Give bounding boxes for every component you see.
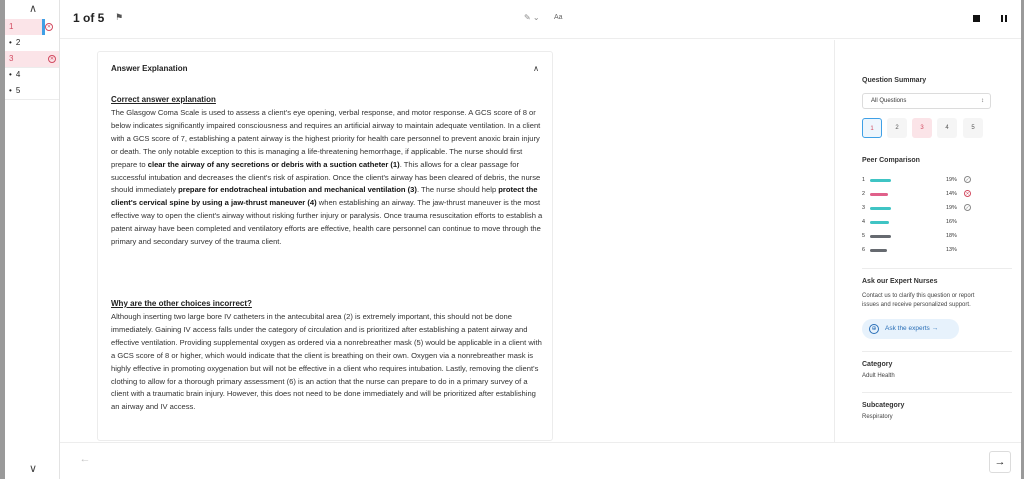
summary-question-2[interactable]: 2 [887,118,907,138]
peer-bar-track [870,235,940,238]
summary-question-5[interactable]: 5 [963,118,983,138]
nav-question-label: 2 [15,38,21,47]
pause-icon[interactable] [1001,15,1008,22]
font-size-button[interactable]: Aa [554,14,563,21]
nav-question-4[interactable] [5,67,59,83]
nav-question-2[interactable] [5,35,59,51]
peer-bar-track [870,249,940,252]
experts-title: Ask our Expert Nurses [862,278,938,285]
experts-desc-line2: issues and receive personalized support. [862,302,971,308]
category-value: Adult Health [862,373,895,379]
bottom-bar [60,442,1021,479]
peer-row-number: 5 [862,233,865,239]
nav-question-label: 1 [9,22,14,31]
check-icon: ✓ [965,205,970,210]
correct-explanation-text: The Glasgow Coma Scale is used to assess a client's eye opening, verbal response, and motor response. A GCS score of 8 or below indicates significantly impaired consciousness and requires an artificial airway to maintain adequate ventilation. In a client with a GCS score of 7, establishing a patent airway is the highest priority for health care personnel to prevent anoxic brain injury or death. The only notable exception to this is managing a life-threatening hemorrhage, if applicable. The nurse should first prepare to clear the airway of any secretions or debris with a suction catheter (1). This allows for a clear passage for successful intubation and decreases the client's risk of aspiration. Once the client's airway has been cleared of debris, the nurse should immediately prepare for endotracheal intubation and mechanical ventilation (3). The nurse should help protect the client's cervical spine by using a jaw-thrust maneuver (4) when establishing an airway. The jaw-thrust maneuver is the most effective way to open the client's airway without risking further injury or paralysis. Once trauma resuscitation efforts to establish a patent airway have been completed and ventilatory efforts are effective, health care personnel can continue to move through the primary and secondary survey of the trauma client. [111,108,543,247]
peer-percent: 18% [946,233,957,239]
incorrect-icon: ✕ [46,24,52,30]
question-counter: 1 of 5 [73,11,105,25]
peer-bar [870,193,888,196]
peer-row-number: 2 [862,191,865,197]
peer-row-4 [862,219,992,227]
category-title: Category [862,361,893,368]
arrow-left-icon[interactable]: ← [79,453,91,465]
chevron-up-icon[interactable]: ∧ [533,64,539,73]
ask-experts-button[interactable] [862,319,959,339]
nav-question-label: 3 [9,54,14,63]
nav-question-1[interactable] [5,19,52,35]
stop-icon[interactable] [973,15,980,22]
peer-bar [870,221,889,224]
bullet-icon: • [9,38,12,47]
peer-row-2 [862,191,992,199]
question-nav [5,0,60,479]
peer-row-number: 4 [862,219,865,225]
peer-bar-track [870,179,940,182]
peer-percent: 13% [946,247,957,253]
chevron-down-icon[interactable]: ∨ [28,463,38,475]
peer-row-1 [862,177,992,185]
answer-explanation-card [97,51,553,441]
peer-bar [870,235,891,238]
subcategory-value: Respiratory [862,414,893,420]
peer-row-5 [862,233,992,241]
divider [5,99,59,100]
nav-question-5[interactable] [5,83,59,99]
correct-explanation-title: Correct answer explanation [111,95,216,104]
divider [862,268,1012,269]
peer-row-6 [862,247,992,255]
peer-percent: 19% [946,205,957,211]
nav-question-label: 4 [15,70,21,79]
cross-icon: ✕ [965,191,970,196]
ask-experts-label: Ask the experts → [885,325,939,332]
top-bar [60,0,1021,39]
globe-icon: ⊕ [869,324,879,334]
subcategory-title: Subcategory [862,402,905,409]
incorrect-explanation-text: Although inserting two large bore IV catheters in the antecubital area (2) is extremely important, this should not be done immediately. Gaining IV access falls under the category of circulation and is prioritized after establishing a patent airway and effective ventilation. Providing supplemental oxygen as ordered via a nonrebreather mask (5) would be applicable in a client with a GCS score of 8 or higher, which would indicate that the client is breathing on their own. Oxygen via a nonrebreather mask is highly effective in promoting oxygenation but will not be effective in a client who requires intubation. Lastly, removing the client's clothing to allow for a thorough primary assessment (6) is an action that the nurse can prepare to do in a primary survey of a client with a traumatic brain injury. However, this does not need to be done immediately and will be prioritized after establishing an airway and IV access. [111,312,542,412]
summary-question-4[interactable]: 4 [937,118,957,138]
peer-bar-track [870,221,940,224]
peer-row-number: 1 [862,177,865,183]
check-icon: ✓ [965,177,970,182]
peer-bar [870,249,887,252]
summary-panel [834,40,1021,442]
divider [862,351,1012,352]
highlighter-icon[interactable]: ✎ ⌄ [524,13,540,22]
nav-question-3[interactable] [5,51,59,67]
chevron-up-icon[interactable]: ∧ [28,3,38,15]
peer-bar-track [870,193,940,196]
peer-row-number: 6 [862,247,865,253]
card-title: Answer Explanation [111,64,188,73]
select-caret-icon: ↕ [981,98,984,104]
flag-icon[interactable]: ⚑ [115,12,124,22]
summary-question-3[interactable]: 3 [912,118,932,138]
peer-percent: 14% [946,191,957,197]
peer-bar [870,207,891,210]
peer-bar [870,179,891,182]
bullet-icon: • [9,70,12,79]
nav-question-label: 5 [15,86,21,95]
divider [862,392,1012,393]
arrow-right-icon[interactable]: → [989,451,1011,473]
bullet-icon: • [9,86,12,95]
select-value: All Questions [871,98,907,104]
peer-percent: 19% [946,177,957,183]
peer-percent: 16% [946,219,957,225]
incorrect-icon: ✕ [49,56,55,62]
peer-row-number: 3 [862,205,865,211]
experts-desc-line1: Contact us to clarify this question or report [862,293,975,299]
peer-bar-track [870,207,940,210]
summary-question-1[interactable]: 1 [862,118,882,138]
question-summary-title: Question Summary [862,77,927,84]
peer-comparison-title: Peer Comparison [862,157,920,164]
question-filter-select[interactable] [862,93,991,109]
peer-row-3 [862,205,992,213]
incorrect-explanation-title: Why are the other choices incorrect? [111,299,252,308]
